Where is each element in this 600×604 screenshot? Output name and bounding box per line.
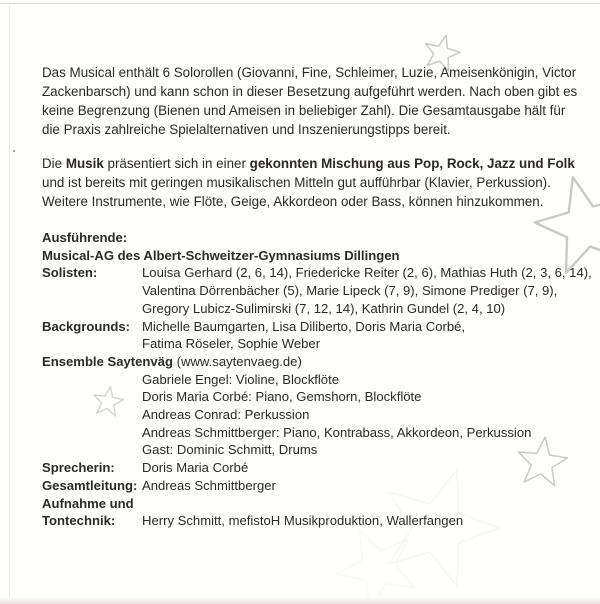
credits-value: Herry Schmitt, mefistoH Musikproduktion, Wallerfangen — [142, 513, 464, 529]
text-segment: Musik — [65, 156, 104, 171]
credits-row — [42, 388, 590, 406]
paragraph-line — [42, 120, 590, 139]
text-segment: gekonnten Mischung aus Pop, Rock, Jazz und Folk — [249, 156, 575, 171]
text-segment: Zackenbarsch) und kann schon in dieser Besetzung aufgeführt werden. Nach oben gibt es — [42, 84, 578, 99]
credits-value: Andreas Conrad: Perkussion — [142, 407, 310, 423]
credits-label: Aufnahme und — [42, 495, 134, 511]
paragraph-line — [42, 101, 590, 120]
credits-label — [42, 441, 142, 459]
credits-label: Solisten: — [42, 265, 98, 281]
text-segment: Die — [42, 156, 66, 171]
credits-row — [42, 441, 590, 459]
credits-label: Backgrounds: — [42, 318, 131, 334]
credits-label: Sprecherin: — [42, 460, 115, 476]
text-segment: Ensemble Saytenväg — [42, 353, 173, 369]
credits-row — [42, 300, 590, 318]
credits-row — [42, 459, 590, 477]
paragraph-line — [42, 173, 590, 192]
credits-row — [42, 353, 590, 371]
credits-label: Gesamtleitung: — [42, 477, 138, 493]
credits-value: Fatima Röseler, Sophie Weber — [142, 336, 321, 352]
paragraph-line — [42, 82, 590, 101]
scan-edge-left — [9, 5, 10, 600]
credits-value: Gast: Dominic Schmitt, Drums — [142, 442, 318, 458]
credits-label — [42, 282, 142, 300]
scan-speck — [13, 150, 15, 152]
credits-value: Andreas Schmittberger: Piano, Kontrabass, Akkordeon, Perkussion — [142, 424, 532, 440]
credits-row — [42, 512, 590, 530]
credits-label — [42, 388, 142, 406]
text-segment: Das Musical enthält 6 Solorollen (Giovanni, Fine, Schleimer, Luzie, Ameisenkönigin, Victor — [42, 65, 577, 80]
text-segment: keine Begrenzung (Bienen und Ameisen in beliebiger Zahl). Die Gesamtausgabe hält für — [42, 103, 566, 118]
credits-row — [42, 371, 590, 389]
paragraph-roles — [42, 63, 590, 139]
credits-heading: Ausführende: — [42, 230, 128, 245]
credits-value: Gabriele Engel: Violine, Blockflöte — [142, 371, 340, 387]
text-segment: (www.saytenvaeg.de) — [173, 353, 302, 369]
scan-edge-bottom — [0, 597, 600, 604]
scan-edge-top — [0, 3, 600, 4]
credits-label — [42, 406, 142, 424]
credits-row — [42, 495, 590, 513]
credits-ensemble-heading — [42, 353, 302, 371]
text-segment: präsentiert sich in einer — [103, 156, 250, 171]
credits-rows — [42, 264, 590, 530]
credits-value: Louisa Gerhard (2, 6, 14), Friedericke Reiter (2, 6), Mathias Huth (2, 3, 6, 14), — [142, 265, 592, 281]
text-segment: die Praxis zahlreiche Spielalternativen und Inszenierungstipps bereit. — [42, 122, 451, 137]
credits-value: Andreas Schmittberger — [142, 477, 276, 493]
credits-value: Doris Maria Corbé: Piano, Gemshorn, Blockflöte — [142, 389, 422, 405]
credits-section — [42, 229, 590, 530]
paragraph-line — [42, 63, 590, 82]
credits-value: Valentina Dörrenbächer (5), Marie Lipeck (7, 9), Simone Prediger (7, 9), — [142, 283, 558, 299]
credits-value: Michelle Baumgarten, Lisa Diliberto, Doris Maria Corbé, — [142, 318, 466, 334]
credits-row — [42, 406, 590, 424]
paragraph-line — [42, 192, 590, 211]
credits-row — [42, 264, 590, 282]
credits-subheading: Musical-AG des Albert-Schweitzer-Gymnasiums Dillingen — [42, 247, 400, 263]
credits-value: Doris Maria Corbé — [142, 460, 249, 476]
credits-label — [42, 335, 142, 353]
credits-label — [42, 371, 142, 389]
credits-label: Tontechnik: — [42, 513, 116, 529]
paragraph-line — [42, 154, 590, 173]
credits-row — [42, 424, 590, 442]
credits-label — [42, 424, 142, 442]
text-segment: Weitere Instrumente, wie Flöte, Geige, Akkordeon oder Bass, können hinzukommen. — [42, 194, 544, 209]
credits-label — [42, 300, 142, 318]
credits-row — [42, 318, 590, 336]
paragraph-music — [42, 154, 590, 211]
text-segment: und ist bereits mit geringen musikalischen Mitteln gut aufführbar (Klavier, Perkussion). — [42, 175, 551, 190]
credits-row — [42, 282, 590, 300]
credits-row — [42, 477, 590, 495]
credits-value: Gregory Lubicz-Sulimirski (7, 12, 14), Kathrin Gundel (2, 4, 10) — [142, 300, 506, 316]
credits-row — [42, 335, 590, 353]
